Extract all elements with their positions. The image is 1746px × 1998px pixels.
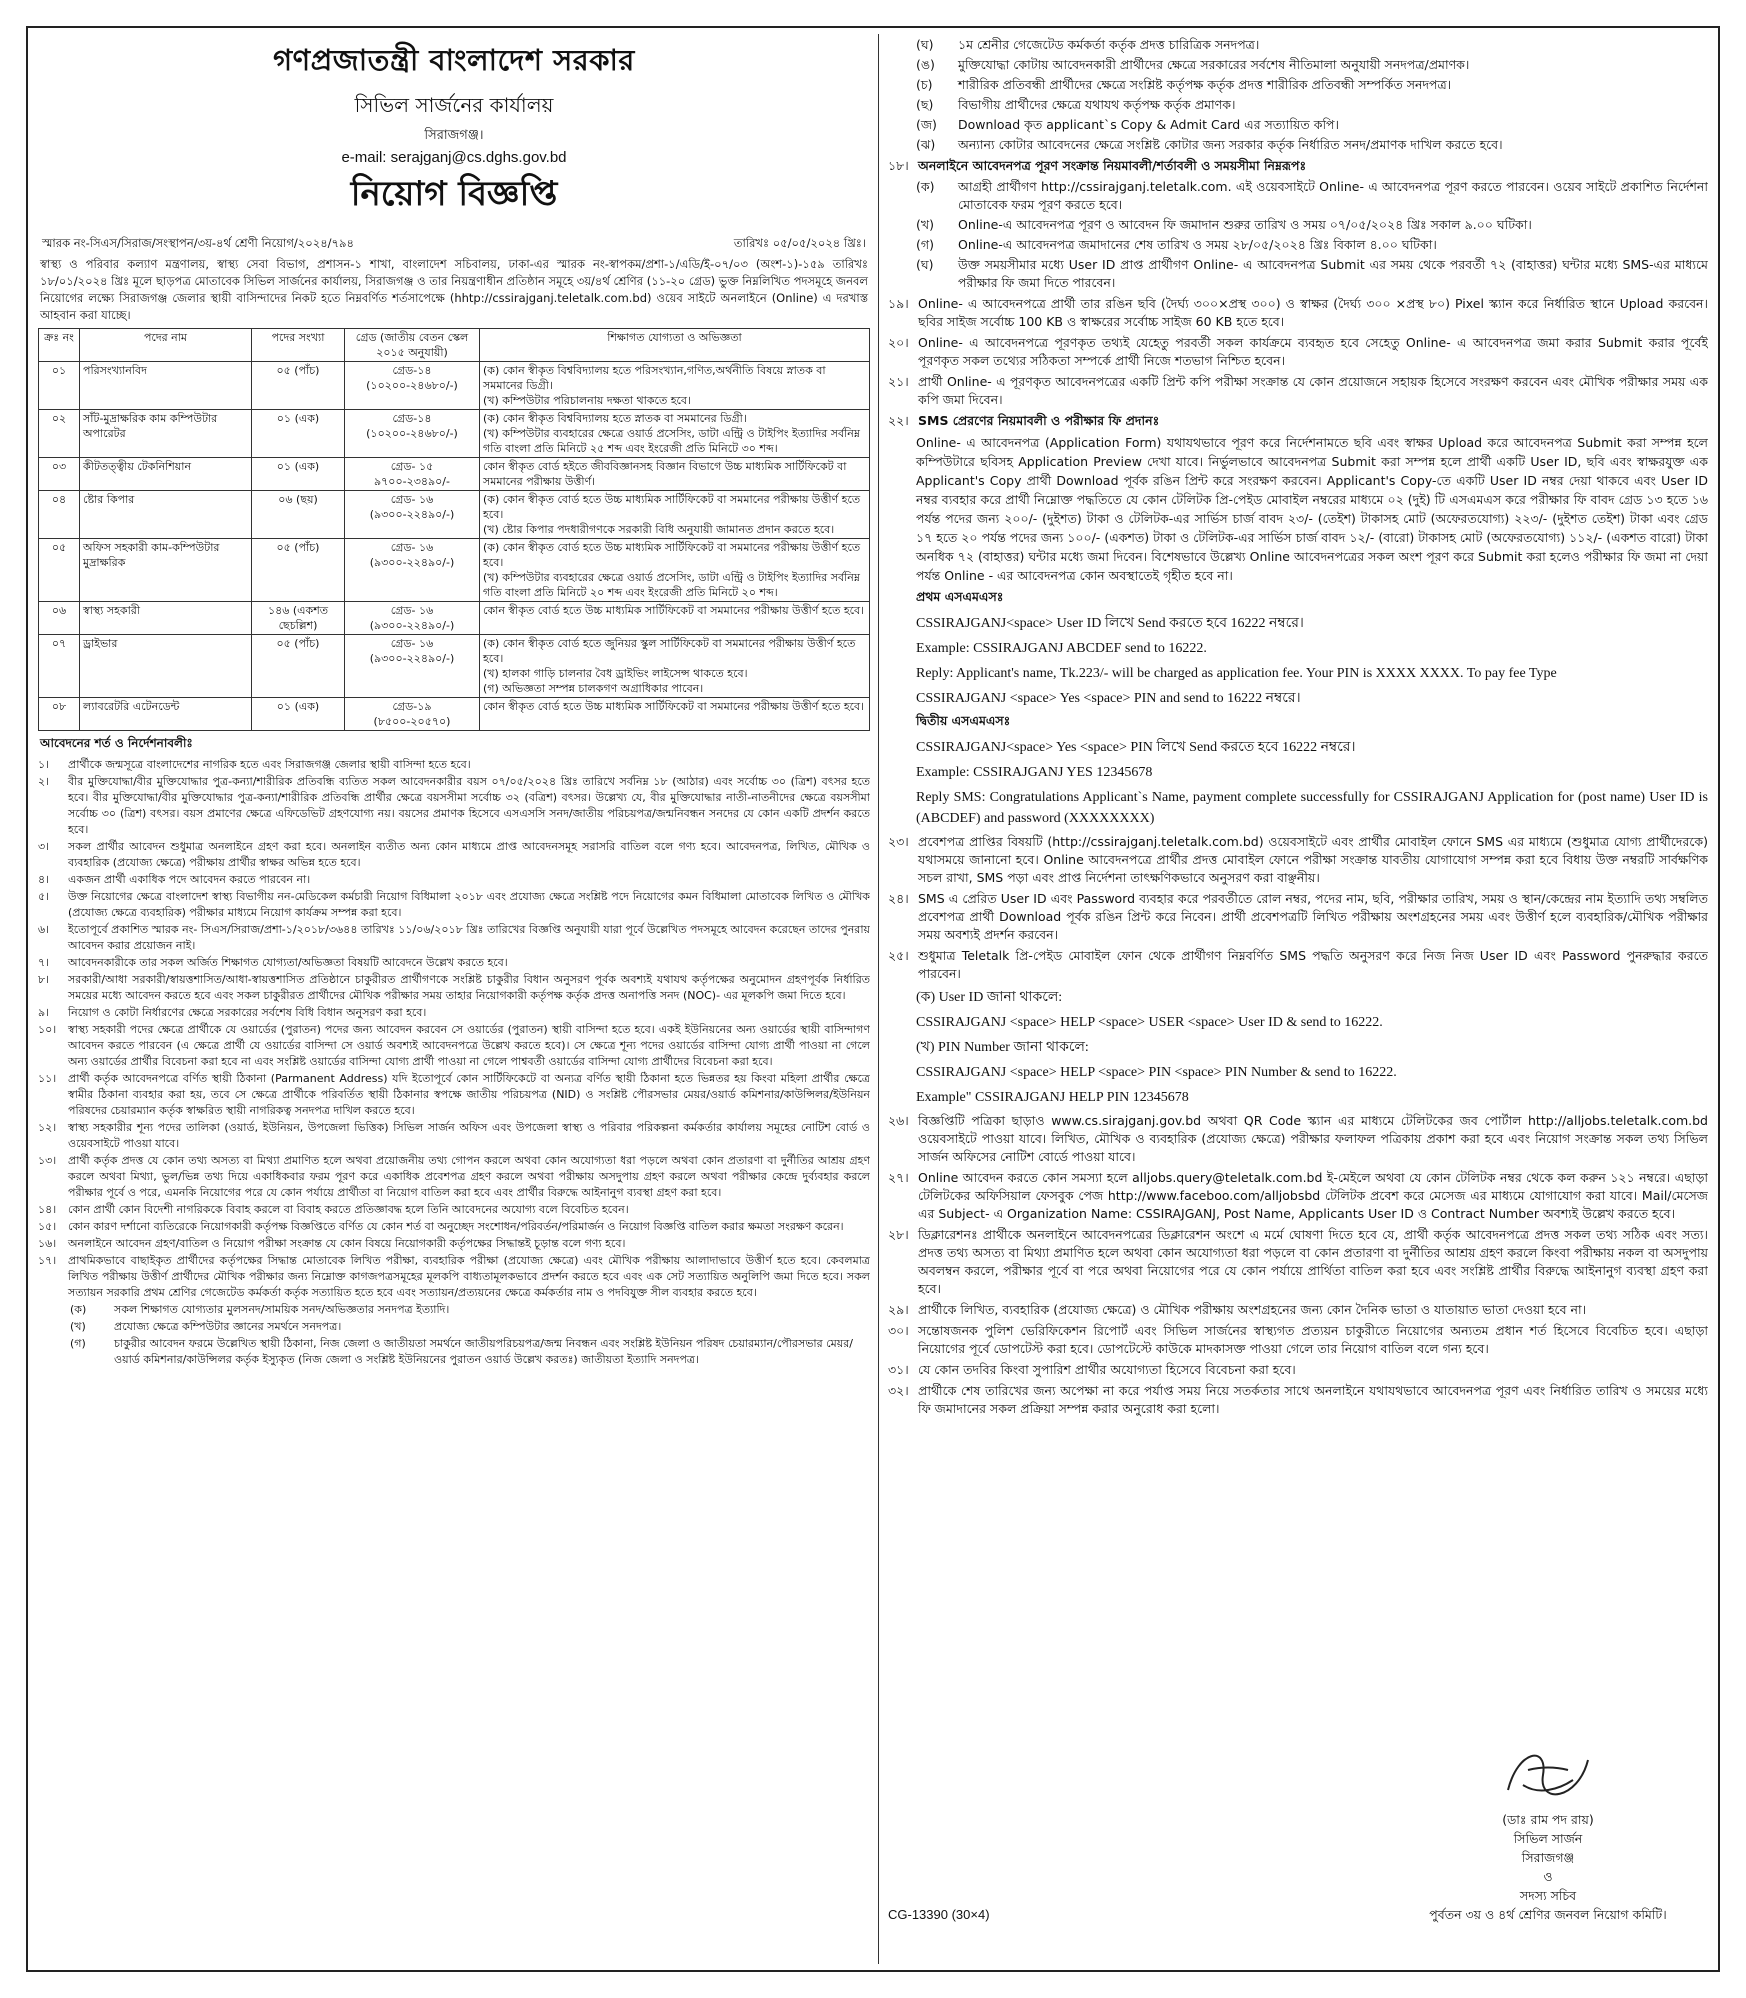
item-text: সরকারী/আধা সরকারী/স্বায়ত্তশাসিত/আধা-স্বায়ত্তশাসিত প্রতিষ্ঠানে চাকুরীরত প্রার্থীগণকে সংশ্লিষ্ট চাকুরীর বিধান অনুসরণ পূর্বক অবশ্যই যথাযথ কর্তৃপক্ষের অনুমোদন গ্রহণপূর্বক নির্ধারিত সময়ের মধ্যে আবেদন করতে হবে এবং সকল চাকুরীরত প্রার্থীদের মৌখিক পরীক্ষার সময় তাহার নিয়োগকারী কর্তৃপক্ষ কর্তৃক প্রদত্ত অনাপত্তি সনদ (NOC)- এর মূলকপি জমা দিতে হবে। <box>68 973 870 1002</box>
item-number: ৩২। <box>888 1383 909 1398</box>
cg-code: CG-13390 (30×4) <box>888 1907 990 1922</box>
condition-subitem <box>70 1319 870 1335</box>
cell-qualification <box>480 698 870 731</box>
item-18-subitem <box>916 216 1708 234</box>
grade-label: গ্রেড-১৪ <box>392 412 432 425</box>
condition-item <box>38 1253 870 1301</box>
qualification-line: (খ) হালকা গাড়ি চালনার বৈধ ড্রাইভিং লাইসেন্স থাকতে হবে। <box>483 667 748 680</box>
pay-scale: (১০২০০-২৪৬৮০/-) <box>366 427 458 440</box>
cell-post: কীটতত্ত্বীয় টেকনিশিয়ান <box>80 458 252 491</box>
item-number: ২৮। <box>888 1227 909 1242</box>
item-text: প্রার্থী Online- এ পূরণকৃত আবেদনপত্রের একটি প্রিন্ট কপি পরীক্ষা সংক্রান্ত যে কোন প্রয়োজনে সহায়ক হিসেবে সংরক্ষণ করবেন এবং মৌখিক পরীক্ষার সময় এক কপি জমা দিবেন। <box>918 374 1708 407</box>
posts-table-header <box>39 329 870 362</box>
item-text: SMS প্রেরণের নিয়মাবলী ও পরীক্ষার ফি প্রদানঃ <box>918 413 1160 428</box>
pay-scale: (৯৩০০-২২৪৯০/-) <box>369 508 455 521</box>
grade-label: গ্রেড- ১৬ <box>390 604 434 617</box>
item-text: একজন প্রার্থী একাধিক পদে আবেদন করতে পারবেন না। <box>68 873 311 886</box>
qualification-line: (গ) অভিজ্ঞতা সম্পন্ন চালকগণ অগ্রাধিকার পাবেন। <box>483 682 704 695</box>
cell-grade <box>345 410 480 458</box>
table-row <box>39 602 870 635</box>
pay-scale: ৯৭০০-২৩৪৯০/- <box>374 475 450 488</box>
item-number: (ক) <box>916 179 935 194</box>
item-number: ২৯। <box>888 1302 909 1317</box>
cell-grade <box>345 362 480 410</box>
item-text: প্রার্থীকে লিখিত, ব্যবহারিক (প্রযোজ্য ক্ষেত্রে) ও মৌখিক পরীক্ষায় অংশগ্রহনের জন্য কোন দৈনিক ভাতা ও যাতায়াত ভাতা দেওয়া হবে না। <box>918 1302 1587 1317</box>
item-text: অন্যান্য কোটার আবেদনের ক্ষেত্রে সংশ্লিষ্ট কোটার জন্য সরকার কর্তৃক নির্ধারিত সনদ/প্রমাণক দাখিল করতে হবে। <box>958 137 1503 152</box>
item-text: স্বাস্থ্য সহকারী পদের ক্ষেত্রে প্রার্থীকে যে ওয়ার্ডের (পুরাতন) পদের জন্য আবেদন করবেন সে ওয়ার্ডের (পুরাতন) স্থায়ী বাসিন্দা হতে হবে। একই ইউনিয়নের অন্য ওয়ার্ডের স্থায়ী বাসিন্দাগণ আবেদন করতে পারবেন (এ ক্ষেত্রে প্রার্থী যে ওয়ার্ডের বাসিন্দা সে ওয়ার্ড অবশ্যই আবেদনপত্রে উল্লেখ করতে হবে)। সে ক্ষেত্রে শূন্য পদের ওয়ার্ডের বাসিন্দা যোগ্য প্রার্থী পাওয়া না গেলে অন্য ওয়ার্ডের প্রার্থীর বিবেচনা করা হবে না এবং সংশ্লিষ্ট ওয়ার্ডের বাসিন্দা যোগ্য প্রার্থী পাওয়া না গেলে পাশ্ববর্তী ওয়ার্ডের বাসিন্দা যোগ্য প্রার্থীদের বিবেচনা করা হবে। <box>68 1023 870 1068</box>
pay-scale: (৯৩০০-২২৪৯০/-) <box>369 619 455 632</box>
table-row <box>39 458 870 491</box>
item-22 <box>888 412 1708 430</box>
office-name: সিভিল সার্জনের কার্যালয় <box>354 93 554 117</box>
cell-count: ০১ (এক) <box>252 458 345 491</box>
document-subitem <box>916 56 1708 74</box>
table-row <box>39 491 870 539</box>
condition-item <box>38 1071 870 1119</box>
item-number: (গ) <box>916 237 934 252</box>
item-number: ১৯। <box>888 296 909 311</box>
notice-page <box>26 26 1720 1972</box>
header-count: পদের সংখ্যা <box>252 329 345 362</box>
item-number: ১৩। <box>38 1154 57 1167</box>
item-text: ১ম শ্রেনীর গেজেটেড কর্মকর্তা কর্তৃক প্রদত্ত চারিত্রিক সনদপত্র। <box>958 37 1260 52</box>
condition-item <box>38 1202 870 1218</box>
item-number: (ক) <box>70 1303 87 1316</box>
condition-item <box>38 774 870 838</box>
first-sms-reply: Reply: Applicant's name, Tk.223/- will be charged as application fee. Your PIN is XXXX XXXX. To pay fee Type <box>916 666 1557 681</box>
cell-count: ০১ (এক) <box>252 698 345 731</box>
pay-scale: (১০২০০-২৪৬৮০/-) <box>366 379 458 392</box>
first-sms-title: প্রথম এসএমএসঃ <box>916 589 1004 604</box>
cell-sl: ০১ <box>39 362 80 410</box>
cell-sl: ০৩ <box>39 458 80 491</box>
document-subitem <box>916 136 1708 154</box>
item-text: সকল শিক্ষাগত যোগ্যতার মুলসনদ/সাময়িক সনদ/অভিজ্ঞতার সনদপত্র ইত্যাদি। <box>114 1303 450 1316</box>
item-number: (খ) <box>70 1320 86 1333</box>
item-number: (ঘ) <box>916 37 934 52</box>
notice-item <box>888 334 1708 370</box>
item-number: ৩। <box>38 840 50 853</box>
item-text: আগ্রহী প্রার্থীগণ http://cssirajganj.teletalk.com. এই ওয়েবসাইটে Online- এ আবেদনপত্র পূরণ করতে পারবেন। ওয়েব সাইটে প্রকাশিত নির্দেশনা মোতাবেক ফরম পূরণ করতে হবে। <box>958 179 1708 212</box>
item-number: ১। <box>38 758 50 771</box>
item-text: Online- এ আবেদনপত্রে প্রার্থী তার রঙিন ছবি (দৈর্ঘ্য ৩০০×প্রস্থ ৩০০) ও স্বাক্ষর (দৈর্ঘ্য ৩০০ ×প্রস্থ ৮০) Pixel স্ক্যান করে নির্ধারিত স্থানে Upload করবেন। ছবির সাইজ সর্বোচ্চ 100 KB ও স্বাক্ষরের সর্বোচ্চ সাইজ 60 KB হতে হবে। <box>918 296 1708 329</box>
cell-post: পরিসংখ্যানবিদ <box>80 362 252 410</box>
item-number: ৫। <box>38 890 50 903</box>
qualification-line: (খ) কম্পিউটার ব্যবহারের ক্ষেত্রে ওয়ার্ড প্রসেসিং, ডাটা এন্ট্রি ও টাইপিং ইত্যাদির সর্বনিম্ন গতি বাংলা প্রতি মিনিটে ২০ শব্দ এবং ইংরেজী প্রতি মিনিটে ২০ শব্দ। <box>483 571 860 599</box>
item-text: প্রার্থী কর্তৃক প্রদত্ত যে কোন তথ্য অসত্য বা মিথ্যা প্রমাণিত হলে অথবা প্রয়োজনীয় তথ্য গোপন করলে অথবা কোন অযোগ্যতা ধরা পড়লে অথবা কোন প্রতারণা বা দুর্নীতির আশ্রয় গ্রহণ করলে অথবা মিথ্যা, ভুল/ভিন্ন তথ্য দিয়ে একাধিকবার ফরম পূরণ করে একাধিক প্রবেশপত্র গ্রহণ করলে অথবা পরীক্ষায় অসদুপায় গ্রহণ করলে অথবা পরীক্ষার কেন্দ্রে দুর্ব্যবহার করলে পরীক্ষার পূর্বে ও পরে, এমনকি নিয়োগের পরে যে কোন পর্যায়ে প্রার্থীতা বা নিয়োগ বাতিল করা হবে এবং প্রার্থীর বিরুদ্ধে আইনানুগ ব্যবস্থা গ্রহণ করা হবে। <box>68 1154 870 1199</box>
item-text: প্রার্থীকে শেষ তারিখের জন্য অপেক্ষা না করে পর্যাপ্ত সময় নিয়ে সতর্কতার সাথে অনলাইনে যথাযথভাবে আবেদনপত্র পূরণ এবং নির্ধারিত তারিখ ও সময়ের মধ্যে ফি জমাদানের সকল প্রক্রিয়া সম্পন্ন করার অনুরোধ করা হলো। <box>918 1383 1708 1416</box>
item-18-subitem <box>916 236 1708 254</box>
item-number: (চ) <box>916 77 933 92</box>
item-number: ৪। <box>38 873 50 886</box>
grade-label: গ্রেড-১৪ <box>392 364 432 377</box>
item-text: সকল প্রার্থীর আবেদন শুধুমাত্র অনলাইনে গ্রহণ করা হবে। অনলাইন ব্যতীত অন্য কোন মাধ্যমে প্রাপ্ত আবেদনসমূহ সরাসরি বাতিল বলে গণ্য হবে। আবেদনপত্র, লিখিত, মৌখিক ও ব্যবহারিক (প্রযোজ্য ক্ষেত্রে) পরীক্ষায় প্রার্থীর স্বাক্ষর অভিন্ন হতে হবে। <box>68 840 870 869</box>
notice-item <box>888 890 1708 944</box>
notice-item <box>888 1361 1708 1379</box>
item-text: বিভাগীয় প্রার্থীদের ক্ষেত্রে যথাযথ কর্তৃপক্ষ কর্তৃক প্রমাণক। <box>958 97 1236 112</box>
qualification-line: (ক) কোন স্বীকৃত বিশ্ববিদ্যালয় হতে পরিসংখ্যান,গণিত,অর্থনীতি বিষয়ে স্নাতক বা সমমানের ডিগ্রী। <box>483 364 826 392</box>
item-number: ১৭। <box>38 1254 57 1267</box>
item-number: ২০। <box>888 335 909 350</box>
intro-paragraph: স্বাস্থ্য ও পরিবার কল্যাণ মন্ত্রণালয়, স্বাস্থ্য সেবা বিভাগ, প্রশাসন-১ শাখা, বাংলাদেশ সচিবালয়, ঢাকা-এর স্মারক নং-স্বাপকম/প্রশা-১/এডি/ই-০৭/০৩ (অংশ-১)-১৫৯ তারিখঃ ১৮/০১/২০২৪ খ্রিঃ মূলে ছাড়পত্র মোতাবেক সিভিল সার্জনের কার্যালয়, সিরাজগঞ্জ ও তার নিয়ন্ত্রণাধীন প্রতিষ্ঠান সমূহে ৩য়/৪র্থ শ্রেণির (১১-২০ গ্রেড) ভুক্ত নিম্নলিখিত পদসমূহে জনবল নিয়োগের লক্ষ্যে সিরাজগঞ্জ জেলার স্থায়ী বাসিন্দাদের নিকট হতে নিম্নবর্ণিত শর্তসাপেক্ষে (hhtp://cssirajganj.teletalk.com.bd) ওয়েব সাইটে অনলাইনে (Online) এ দরখাস্ত আহবান করা যাচ্ছে। <box>40 257 868 322</box>
signatory-designation: সিভিল সার্জন <box>1513 1831 1583 1846</box>
pay-scale: (৯৩০০-২২৪৯০/-) <box>369 652 455 665</box>
item-18-subitem <box>916 178 1708 214</box>
item-number: ১৫। <box>38 1220 57 1233</box>
memo-ref: স্মারক নং-সিএস/সিরাজ/সংস্থাপন/৩য়-৪র্থ শ্রেণী নিয়োগ/২০২৪/৭৯৪ <box>42 236 354 250</box>
signatory-place: সিরাজগঞ্জ <box>1521 1850 1575 1865</box>
item-18 <box>888 157 1708 175</box>
condition-subitem <box>70 1302 870 1318</box>
signatory-committee: পুর্বতন ৩য় ও ৪র্থ শ্রেণির জনবল নিয়োগ কমিটি। <box>1429 1907 1667 1922</box>
item-text: Download কৃত applicant`s Copy & Admit Card এর সত্যায়িত কপি। <box>958 117 1339 132</box>
header-post: পদের নাম <box>80 329 252 362</box>
grade-label: গ্রেড- ১৬ <box>390 541 434 554</box>
item-text: অনলাইনে আবেদন গ্রহণ/বাতিল ও নিয়োগ পরীক্ষা সংক্রান্ত যে কোন বিষয়ে নিয়োগকারী কর্তৃপক্ষের সিদ্ধান্তই চূড়ান্ত বলে গণ্য হবে। <box>68 1237 626 1250</box>
item-number: ২২। <box>888 413 909 428</box>
item-number: ৩০। <box>888 1323 909 1338</box>
item-number: ৬। <box>38 923 50 936</box>
item-text: শুধুমাত্র Teletalk প্রি-পেইড মোবাইল ফোন থেকে প্রার্থীগণ নিম্নবর্ণিত SMS পদ্ধতি অনুসরণ করে নিজ নিজ User ID এবং Password পুনরুদ্ধার করতে পারবেন। <box>918 948 1708 981</box>
right-column <box>888 34 1708 1964</box>
item-text: Online-এ আবেদনপত্র পূরণ ও আবেদন ফি জমাদান শুরুর তারিখ ও সময় ০৭/০৫/২০২৪ খ্রিঃ সকাল ৯.০০ ঘটিকা। <box>958 217 1532 232</box>
notice-item <box>888 1169 1708 1223</box>
condition-item <box>38 1022 870 1070</box>
item-number: ২১। <box>888 374 909 389</box>
item-18-subitem <box>916 256 1708 292</box>
item-number: ২। <box>38 775 50 788</box>
qualification-line: (খ) কম্পিউটার পরিচালনায় দক্ষতা থাকতে হবে। <box>483 394 691 407</box>
condition-item <box>38 1219 870 1235</box>
items-23-25 <box>888 833 1708 983</box>
item-text: যে কোন তদবির কিংবা সুপারিশ প্রার্থীর অযোগ্যতা হিসেবে বিবেচনা করা হবে। <box>918 1362 1296 1377</box>
item-text: বীর মুক্তিযোদ্ধা/বীর মুক্তিযোদ্ধার পুত্র-কন্যা/শারীরিক প্রতিবন্ধি ব্যতিত সকল আবেদনকারীর বয়স ০৭/০৫/২০২৪ খ্রিঃ তারিখে সর্বনিম্ন ১৮ (আঠার) এবং সর্বোচ্চ ৩০ (ত্রিশ) বৎসর হতে হবে। বীর মুক্তিযোদ্ধা/বীর মুক্তিযোদ্ধার পুত্র-কন্যা/শারীরিক প্রতিবন্ধি প্রার্থীর ক্ষেত্রে বয়সসীমা সর্বোচ্চ ৩২ (বত্রিশ) বৎসর। উল্লেখ্য যে, বীর মুক্তিযোদ্ধার নাতী-নাতনীদের ক্ষেত্রে বয়সসীমা সর্বোচ্চ ৩০ (ত্রিশ) বৎসর। বয়স প্রমাণের ক্ষেত্রে এফিডেভিট গ্রহণযোগ্য নয়। বয়সের প্রমাণক হিসেবে এসএসসি সনদ/জাতীয় পরিচয়পত্র/জন্মনিবন্ধন সনদের যে কোন একটি প্রদর্শন করতে হবে। <box>68 775 870 836</box>
cell-sl: ০৪ <box>39 491 80 539</box>
condition-item <box>38 1005 870 1021</box>
item-text: প্রযোজ্য ক্ষেত্রে কম্পিউটার জ্ঞানের সমর্থনে সনদপত্র। <box>114 1320 342 1333</box>
item-text: স্বাস্থ্য সহকারীর শূন্য পদের তালিকা (ওয়ার্ড, ইউনিয়ন, উপজেলা ভিত্তিক) সিভিল সার্জন অফিস এবং উপজেলা স্বাস্থ্য ও পরিবার পরিকল্পনা কর্মকর্তার কার্যালয় সমূহের নোটিশ বোর্ড ও ওয়েবসাইটে পাওয়া যাবে। <box>68 1121 870 1150</box>
table-row <box>39 539 870 602</box>
second-sms-title: দ্বিতীয় এসএমএসঃ <box>916 713 1011 728</box>
item-number: ২৬। <box>888 1113 909 1128</box>
item-number: ১৬। <box>38 1237 57 1250</box>
notice-item <box>888 1226 1708 1298</box>
item-number: (গ) <box>70 1337 86 1350</box>
item-number: (ঘ) <box>916 257 934 272</box>
table-row <box>39 362 870 410</box>
item-number: ১২। <box>38 1121 57 1134</box>
office-email: e-mail: serajganj@cs.dghs.gov.bd <box>341 149 567 166</box>
recover-userid-line: CSSIRAJGANJ <space> HELP <space> USER <space> User ID & send to 16222. <box>916 1015 1383 1030</box>
first-sms-line: CSSIRAJGANJ<space> User ID লিখে Send করতে হবে 16222 নম্বরে। <box>916 616 1304 631</box>
item-text: কোন কারণ দর্শানো ব্যতিরেকে নিয়োগকারী কর্তৃপক্ষ বিজ্ঞপ্তিতে বর্ণিত যে কোন শর্ত বা অনুচ্ছেদ সংশোধন/পরিবর্তন/পরিমার্জন ও নিয়োগ বিজ্ঞপ্তি বাতিল করার ক্ষমতা সংরক্ষণ করেন। <box>68 1220 844 1233</box>
cell-qualification <box>480 458 870 491</box>
document-subitem <box>916 76 1708 94</box>
cell-post: স্বাস্থ্য সহকারী <box>80 602 252 635</box>
cell-grade <box>345 491 480 539</box>
item-text: ডিক্লারেশনঃ প্রার্থীকে অনলাইনে আবেদনপত্রের ডিক্লারেশন অংশে এ মর্মে ঘোষণা দিতে হবে যে, প্রার্থী কর্তৃক আবেদনপত্রে প্রদত্ত সকল তথ্য সঠিক এবং সত্য। প্রদত্ত তথ্য অসত্য বা মিথ্যা প্রমাণিত হলে অথবা কোন অযোগ্যতা ধরা পড়লে বা কোন প্রতারণা বা দুর্নীতির আশ্রয় গ্রহণ করলে কিংবা পরীক্ষায় নকল বা অসদুপায় অবলম্বন করলে, পরীক্ষার পূর্বে বা পরে অথবা নিয়োগের পরে যে কোন পর্যায়ে প্রার্থিতা বাতিল করা হবে এবং সংশ্লিষ্ট প্রার্থীর বিরুদ্ধে আইনানুগ ব্যবস্থা গ্রহণ করা হবে। <box>918 1227 1708 1296</box>
recover-pin-example: Example" CSSIRAJGANJ HELP PIN 12345678 <box>916 1090 1189 1105</box>
cell-count: ০৫ (পাঁচ) <box>252 362 345 410</box>
table-row <box>39 410 870 458</box>
cell-grade <box>345 602 480 635</box>
grade-label: গ্রেড-১৯ <box>392 700 432 713</box>
condition-item <box>38 955 870 971</box>
cell-count: ১৪৬ (একশত ছেচল্লিশ) <box>252 602 345 635</box>
item-number: (ঙ) <box>916 57 935 72</box>
item-text: প্রবেশপত্র প্রাপ্তির বিষয়টি (http://cssirajganj.teletalk.com.bd) ওয়েবসাইটে এবং প্রার্থীর মোবাইল ফোনে SMS এর মাধ্যমে (শুধুমাত্র যোগ্য প্রার্থীদেরকে) যথাসময়ে জানানো হবে। Online আবেদনপত্রে প্রার্থীর প্রদত্ত মোবাইল ফোনে পরীক্ষা সংক্রান্ত যাবতীয় যোগাযোগ সম্পন্ন করা হবে বিধায় উক্ত নম্বরটি সার্বক্ষণিক সচল রাখা, SMS পড়া এবং প্রাপ্ত নির্দেশনা তাৎক্ষণিকভাবে অনুসরণ করা বাঞ্ছনীয়। <box>918 834 1708 885</box>
qualification-line: কোন স্বীকৃত বোর্ড হইতে জীববিজ্ঞানসহ বিজ্ঞান বিভাগে উচ্চ মাধ্যমিক সার্টিফিকেট বা সমমানের পরীক্ষায় উত্তীর্ণ। <box>483 460 847 488</box>
item-number: ২৭। <box>888 1170 909 1185</box>
condition-item <box>38 1236 870 1252</box>
signatory-role: সদস্য সচিব <box>1519 1888 1577 1903</box>
notice-item <box>888 1301 1708 1319</box>
item-text: Online আবেদন করতে কোন সমস্যা হলে alljobs.query@teletalk.com.bd ই-মেইলে অথবা যে কোন টেলিটক নম্বর থেকে কল করুন ১২১ নম্বরে। এছাড়া টেলিটকের অফিসিয়াল ফেসবুক পেজ http://www.faceboo.com/alljobsbd টেলিটক প্রবেশ করে মেসেজ এর মাধ্যমে যোগাযোগ করা যাবে। Mail/মেসেজ এর Subject- এ Organization Name: CSSIRAJGANJ, Post Name, Applicants User ID ও Contract Number অবশ্যই উল্লেখ করতে হবে। <box>918 1170 1708 1221</box>
notice-item <box>888 373 1708 409</box>
cell-grade <box>345 458 480 491</box>
first-sms-type: CSSIRAJGANJ <space> Yes <space> PIN and send to 16222 নম্বরে। <box>916 691 1301 706</box>
notice-item <box>888 833 1708 887</box>
item-number: ৮। <box>38 973 50 986</box>
cell-grade <box>345 539 480 602</box>
signatory-name: (ডাঃ রাম পদ রায়) <box>1502 1812 1594 1827</box>
cell-count: ০৫ (পাঁচ) <box>252 539 345 602</box>
qualification-line: (ক) কোন স্বীকৃত বোর্ড হতে উচ্চ মাধ্যমিক সার্টিফিকেট বা সমমানের পরীক্ষায় উত্তীর্ণ হতে হবে। <box>483 493 861 521</box>
cell-qualification <box>480 362 870 410</box>
cell-count: ০৬ (ছয়) <box>252 491 345 539</box>
item-text: প্রাথমিকভাবে বাছাইকৃত প্রার্থীদের কর্তৃপক্ষের সিদ্ধান্ত মোতাবেক লিখিত পরীক্ষা, ব্যবহারিক পরীক্ষা (প্রযোজ্য ক্ষেত্রে) এবং মৌখিক পরীক্ষায় আলাদাভাবে উত্তীর্ণ হতে হবে। কেবলমাত্র লিখিত পরীক্ষায় উত্তীর্ণ প্রার্থীদের মৌখিক পরীক্ষার জন্য নিম্নোক্ত কাগজপত্রসমূহের মূলকপি বাধ্যতামূলকভাবে প্রদর্শন করতে হবে এবং এক সেট সত্যায়িত অনুলিপি জমা দিতে হবে। সকল সত্যায়ন সরকারি প্রথম শ্রেণির গেজেটেড কর্মকর্তা কর্তৃক সত্যায়িত হতে হবে এবং সত্যায়ন/প্রত্যয়নের ক্ষেত্রে কর্মকর্তার নাম ও পদবিযুক্ত সীল ব্যবহার করতে হবে। <box>68 1254 870 1299</box>
cell-sl: ০৫ <box>39 539 80 602</box>
item-18-sublist <box>888 178 1708 292</box>
cell-sl: ০৮ <box>39 698 80 731</box>
table-row <box>39 635 870 698</box>
item-number: ১০। <box>38 1023 57 1036</box>
item-number: ১৮। <box>888 158 909 173</box>
office-place: সিরাজগঞ্জ। <box>424 128 484 143</box>
item-number: ৩১। <box>888 1362 909 1377</box>
cell-qualification <box>480 410 870 458</box>
condition-item <box>38 1153 870 1201</box>
header-grade: গ্রেড (জাতীয় বেতন স্কেল ২০১৫ অনুযায়ী) <box>345 329 480 362</box>
notice-item <box>888 947 1708 983</box>
item-number: ২৫। <box>888 948 909 963</box>
item-text: আবেদনকারীকে তার সকল অর্জিত শিক্ষাগত যোগ্যতা/অভিজ্ঞতা বিষয়টি আবেদনে উল্লেখ করতে হবে। <box>68 956 508 969</box>
recover-userid-title: (ক) User ID জানা থাকলে: <box>916 990 1063 1005</box>
cell-post: ষ্টোর কিপার <box>80 491 252 539</box>
item-text: শারীরিক প্রতিবন্ধী প্রার্থীদের ক্ষেত্রে সংশ্লিষ্ট কর্তৃপক্ষ কর্তৃক প্রদত্ত শারীরিক প্রতিবন্ধী সম্পর্কিত সনদপত্র। <box>958 77 1452 92</box>
item-text: সন্তোষজনক পুলিশ ভেরিফিকেশন রিপোর্ট এবং সিভিল সার্জনের স্বাস্থ্যগত প্রত্যয়ন চাকুরীতে নিয়োগের অন্যতম প্রধান শর্ত হিসেবে বিবেচিত হবে। এছাড়া নিয়োগের পূর্বে ডোপটেস্ট করা হবে। ডোপটেস্টে কাউকে মাদকাসক্ত পাওয়া গেলে তার নিয়োগ বাতিল বলে গন্য হবে। <box>918 1323 1708 1356</box>
qualification-line: (খ) কম্পিউটার ব্যবহারের ক্ষেত্রে ওয়ার্ড প্রসেসিং, ডাটা এন্ট্রি ও টাইপিং ইত্যাদির সর্বনিম্ন গতি বাংলা প্রতি মিনিটে ২৫ শব্দ এবং ইংরেজী প্রতি মিনিটে ৩০ শব্দ। <box>483 427 860 455</box>
item-number: ১১। <box>38 1072 57 1085</box>
document-subitem <box>916 36 1708 54</box>
notice-item <box>888 1382 1708 1418</box>
item-number: (জ) <box>916 117 937 132</box>
condition-subitem <box>70 1336 870 1368</box>
condition-item <box>38 972 870 1004</box>
cell-post: ড্রাইভার <box>80 635 252 698</box>
item-text: মুক্তিযোদ্ধা কোটায় আবেদনকারী প্রার্থীদের ক্ষেত্রে সরকারের সর্বশেষ নীতিমালা অনুযায়ী সনদপত্র/প্রমাণক। <box>958 57 1470 72</box>
item-number: ১৪। <box>38 1203 57 1216</box>
cell-count: ০১ (এক) <box>252 410 345 458</box>
cell-sl: ০৭ <box>39 635 80 698</box>
item-text: বিজ্ঞপ্তিটি পত্রিকা ছাড়াও www.cs.sirajganj.gov.bd অথবা QR Code স্ক্যান এর মাধ্যমে টেলিটকের জব পোর্টাল http://alljobs.teletalk.com.bd ওয়েবসাইটে পাওয়া যাবে। লিখিত, মৌখিক ও ব্যবহারিক (প্রযোজ্য ক্ষেত্রে) পরীক্ষার ফলাফল পত্রিকায় প্রকাশ করা হবে এবং নিয়োগ সংক্রান্ত সকল তথ্য সিভিল সার্জন অফিসের নোটিশ বোর্ডে পাওয়া যাবে। <box>918 1113 1708 1164</box>
cell-qualification <box>480 539 870 602</box>
item-text: কোন প্রার্থী কোন বিদেশী নাগরিককে বিবাহ করলে বা বিবাহ করতে প্রতিজ্ঞাবদ্ধ হলে তিনি আবেদনের অযোগ্য বলে বিবেচিত হবেন। <box>68 1203 629 1216</box>
memo-date: তারিখঃ ০৫/০৫/২০২৪ খ্রিঃ। <box>733 236 866 250</box>
item-text: SMS এ প্রেরিত User ID এবং Password ব্যবহার করে পরবর্তীতে রোল নম্বর, পদের নাম, ছবি, পরীক্ষার তারিখ, সময় ও স্থান/কেন্দ্রের নাম ইত্যাদি তথ্য সম্বলিত প্রবেশপত্র প্রার্থী Download পূর্বক রঙিন প্রিন্ট করে নিবেন। প্রার্থী প্রবেশপত্রটি লিখিত পরীক্ষায় অংশগ্রহনের সময় এবং উত্তীর্ণ হলে ব্যবহারিক/মৌখিক পরীক্ষার সময় অবশ্যই প্রদর্শন করবেন। <box>918 891 1708 942</box>
pay-scale: (৮৫০০-২০৫৭০) <box>373 715 451 728</box>
cell-qualification <box>480 602 870 635</box>
documents-sublist <box>888 36 1708 154</box>
qualification-line: কোন স্বীকৃত বোর্ড হতে উচ্চ মাধ্যমিক সার্টিফিকেট বা সমমানের পরীক্ষায় উত্তীর্ণ হতে হবে। <box>483 700 865 713</box>
cell-post: ল্যাবরেটরি এটেনডেন্ট <box>80 698 252 731</box>
item-number: (ঝ) <box>916 137 936 152</box>
condition-item <box>38 872 870 888</box>
notice-title: নিয়োগ বিজ্ঞপ্তি <box>350 174 558 214</box>
letterhead <box>38 38 870 225</box>
signature-scribble <box>1428 1740 1668 1810</box>
posts-table-body <box>39 362 870 731</box>
qualification-line: (খ) ষ্টোর কিপার পদধারীগণকে সরকারী বিধি অনুযায়ী জামানত প্রদান করতে হবে। <box>483 523 835 536</box>
pay-scale: (৯৩০০-২২৪৯০/-) <box>369 556 455 569</box>
item-number: (ছ) <box>916 97 934 112</box>
document-subitem <box>916 116 1708 134</box>
condition-item <box>38 889 870 921</box>
second-sms-reply: Reply SMS: Congratulations Applicant`s Name, payment complete successfully for CSSIRAJGANJ Application for (post name) User ID is (ABCDEF) and password (XXXXXXXX) <box>916 790 1708 826</box>
grade-label: গ্রেড- ১৬ <box>390 493 434 506</box>
cell-count: ০৫ (পাঁচ) <box>252 635 345 698</box>
item-text: নিয়োগ ও কোটা নির্ধারণের ক্ষেত্রে সরকারের সর্বশেষ বিধি বিধান অনুসরণ করা হবে। <box>68 1006 427 1019</box>
document-subitem <box>916 96 1708 114</box>
item-text: চাকুরীর আবেদন ফরমে উল্লেখিত স্থায়ী ঠিকানা, নিজ জেলা ও জাতীয়তা সমর্থনে জাতীয়পরিচয়পত্র/জন্ম নিবন্ধন এবং সংশ্লিষ্ট ইউনিয়ন পরিষদ চেয়ারম্যান/পৌরসভার মেয়র/ওয়ার্ড কমিশনার/কাউন্সিলর কর্তৃক ইস্যুকৃত (নিজ জেলা ও সংশ্লিষ্ট ইউনিয়নের পুরাতন ওয়ার্ড উল্লেখ করতঃ) জাতীয়তা ইত্যাদি সনদপত্র। <box>114 1337 853 1366</box>
qualification-line: (ক) কোন স্বীকৃত বোর্ড হতে জুনিয়র স্কুল সার্টিফিকেট বা সমমানের পরীক্ষায় উত্তীর্ণ হতে হবে। <box>483 637 856 665</box>
recover-pin-line: CSSIRAJGANJ <space> HELP <space> PIN <space> PIN Number & send to 16222. <box>916 1065 1397 1080</box>
second-sms-example: Example: CSSIRAJGANJ YES 12345678 <box>916 765 1153 780</box>
item-text: Online- এ আবেদনপত্রে পূরণকৃত তথ্যই যেহেতু পরবর্তী সকল কার্যক্রমে ব্যবহৃত হবে সেহেতু Online- এ আবেদনপত্র জমা করার Submit করার পূর্বেই পূরণকৃত সকল তথ্যের সঠিকতা সম্পর্কে প্রার্থী নিজে শতভাগ নিশ্চিত হবেন। <box>918 335 1708 368</box>
table-row <box>39 698 870 731</box>
cell-grade <box>345 635 480 698</box>
header-qualification: শিক্ষাগত যোগ্যতা ও অভিজ্ঞতা <box>480 329 870 362</box>
cell-post: অফিস সহকারী কাম-কম্পিউটার মুদ্রাক্ষরিক <box>80 539 252 602</box>
cell-qualification <box>480 635 870 698</box>
memo-line <box>38 235 870 254</box>
cell-sl: ০২ <box>39 410 80 458</box>
notice-item <box>888 1322 1708 1358</box>
item-number: (খ) <box>916 217 934 232</box>
item-number: ২৪। <box>888 891 909 906</box>
item-text: উক্ত সময়সীমার মধ্যে User ID প্রাপ্ত প্রার্থীগণ Online- এ আবেদনপত্র Submit এর সময় থেকে পরবর্তী ৭২ (বাহাত্তর) ঘন্টার মধ্যে SMS-এর মাধ্যমে পরীক্ষার ফি জমা দিতে পারবেন। <box>958 257 1708 290</box>
cell-sl: ০৬ <box>39 602 80 635</box>
condition-17-sublist <box>38 1302 870 1368</box>
item-text: অনলাইনে আবেদনপত্র পূরণ সংক্রান্ত নিয়মাবলী/শর্তাবলী ও সময়সীমা নিম্নরূপঃ <box>918 158 1307 173</box>
grade-label: গ্রেড- ১৫ <box>390 460 434 473</box>
items-26-32 <box>888 1112 1708 1418</box>
condition-item <box>38 839 870 871</box>
recover-pin-title: (খ) PIN Number জানা থাকলে: <box>916 1040 1089 1055</box>
qualification-line: কোন স্বীকৃত বোর্ড হতে উচ্চ মাধ্যমিক সার্টিফিকেট বা সমমানের পরীক্ষায় উত্তীর্ণ হতে হবে। <box>483 604 865 617</box>
qualification-line: (ক) কোন স্বীকৃত বিশ্ববিদ্যালয় হতে স্নাতক বা সমমানের ডিগ্রী। <box>483 412 747 425</box>
items-19-21 <box>888 295 1708 409</box>
government-name: গণপ্রজাতন্ত্রী বাংলাদেশ সরকার <box>273 43 635 77</box>
item-text: প্রার্থীকে জন্মসূত্রে বাংলাদেশের নাগরিক হতে এবং সিরাজগঞ্জ জেলার স্থায়ী বাসিন্দা হতে হবে। <box>68 758 471 771</box>
item-text: প্রার্থী কর্তৃক আবেদনপত্রে বর্ণিত স্থায়ী ঠিকানা (Parmanent Address) যদি ইতোপূর্বে কোন সার্টিফিকেটে বা অন্যত্র বর্ণিত স্থায়ী ঠিকানা হতে ভিন্নতর হয় কিংবা মহিলা প্রার্থীর ক্ষেত্রে স্বামীর ঠিকানা ব্যবহার করা হয়, তবে সে ক্ষেত্রে প্রার্থীকে পরিবর্তিত স্থায়ী ঠিকানার স্বপক্ষে জাতীয় পরিচয়পত্র (NID) ও সংশ্লিষ্ট পৌরসভার মেয়র/ওয়ার্ড কমিশনার/কাউন্সিলর/ইউনিয়ন পরিষদের চেয়ারম্যান কর্তৃক স্বাক্ষরিত স্থায়ী নাগরিকত্ব সনদপত্র দাখিল করতে হবে। <box>68 1072 870 1117</box>
posts-table <box>38 328 870 731</box>
signature-block <box>1428 1740 1668 1924</box>
sms-instructions: Online- এ আবেদনপত্র (Application Form) যথাযথভাবে পূরণ করে নির্দেশনামতে ছবি এবং স্বাক্ষর Upload করে আবেদনপত্র Submit করা সম্পন্ন হলে কম্পিউটারে ছবিসহ Application Preview দেখা যাবে। নির্ভুলভাবে আবেদনপত্র Submit করা সম্পন্ন হলে প্রার্থী একটি User ID, ছবি এবং স্বাক্ষরযুক্ত এক Applicant's Copy প্রার্থী Download পূর্বক রঙিন প্রিন্ট করে সংরক্ষণ করবেন। Applicant's Copy-তে একটি User ID নম্বর দেয়া থাকবে এবং User ID নম্বর ব্যবহার করে প্রার্থী নিম্নোক্ত পদ্ধতিতে যে কোন টেলিটক প্রি-পেইড মোবাইল নম্বরের মাধ্যমে ০২ (দুই) টি এসএমএস করে পরীক্ষার ফি বাবদ গ্রেড ১৩ হতে ১৬ পর্যন্ত পদের জন্য ২০০/- (দুইশত) টাকা ও টেলিটক-এর সার্ভিস চার্জ বাবদ ২৩/- (তেইশ) টাকাসহ মোট (অফেরতযোগ্য) ২২৩/- (দুইশত তেইশ) টাকা এবং গ্রেড ১৭ হতে ২০ পর্যন্ত পদের জন্য ১০০/- (একশত) টাকা ও টেলিটক-এর সার্ভিস চার্জ বাবদ ১২/- (বারো) টাকাসহ মোট (অফেরতযোগ্য) ১১২/- (একশত বারো) টাকা অনধিক ৭২ (বাহাত্তর) ঘন্টার মধ্যে জমা দিবেন। বিশেষভাবে উল্লেখ্য Online আবেদনপত্রের সকল অংশ পূরণ করে Submit করা হলেও পরীক্ষার ফি জমা না দেয়া পর্যন্ত Online - এর আবেদনপত্র কোন অবস্থাতেই গৃহীত হবে না। <box>916 435 1708 583</box>
left-column <box>38 34 870 1964</box>
item-number: ২৩। <box>888 834 909 849</box>
condition-item <box>38 1120 870 1152</box>
cell-post: সাঁট-মুদ্রাক্ষরিক কাম কম্পিউটার অপারেটর <box>80 410 252 458</box>
conditions-title: আবেদনের শর্ত ও নির্দেশনাবলীঃ <box>40 736 193 750</box>
column-divider <box>878 34 879 1964</box>
conditions-list <box>38 757 870 1301</box>
first-sms-example: Example: CSSIRAJGANJ ABCDEF send to 16222. <box>916 641 1207 656</box>
item-number: ৯। <box>38 1006 50 1019</box>
header-sl: ক্রঃ নং <box>39 329 80 362</box>
item-text: Online-এ আবেদনপত্র জমাদানের শেষ তারিখ ও সময় ২৮/০৫/২০২৪ খ্রিঃ বিকাল ৪.০০ ঘটিকা। <box>958 237 1437 252</box>
second-sms-line: CSSIRAJGANJ<space> Yes <space> PIN লিখে Send করতে হবে 16222 নম্বরে। <box>916 740 1356 755</box>
signatory-and: ও <box>1543 1869 1553 1884</box>
cell-qualification <box>480 491 870 539</box>
condition-item <box>38 757 870 773</box>
item-text: ইতোপূর্বে প্রকাশিত স্মারক নং- সিএস/সিরাজ/প্রশা-১/২০১৮/৩৬৪৪ তারিখঃ ১১/০৬/২০১৮ খ্রিঃ তারিখের বিজ্ঞপ্তি অনুযায়ী যারা পূর্বে উল্লেখিত পদসমূহে আবেদন করেছেন তাদের পুনরায় আবেদন করার প্রয়োজন নাই। <box>68 923 870 952</box>
notice-item <box>888 1112 1708 1166</box>
item-number: ৭। <box>38 956 50 969</box>
grade-label: গ্রেড- ১৬ <box>390 637 434 650</box>
cell-grade <box>345 698 480 731</box>
qualification-line: (ক) কোন স্বীকৃত বোর্ড হতে উচ্চ মাধ্যমিক সার্টিফিকেট বা সমমানের পরীক্ষায় উত্তীর্ণ হতে হবে। <box>483 541 861 569</box>
condition-item <box>38 922 870 954</box>
item-text: উক্ত নিয়োগের ক্ষেত্রে বাংলাদেশ স্বাস্থ্য বিভাগীয় নন-মেডিকেল কর্মচারী নিয়োগ বিধিমালা ২০১৮ এবং প্রযোজ্য ক্ষেত্রে সংশ্লিষ্ট পদে নিয়োগের কমন বিধিমালা মোতাবেক লিখিত ও মৌখিক (প্রযোজ্য ক্ষেত্রে ব্যবহারিক) পরীক্ষার মাধ্যমে নিয়োগ কার্যক্রম সম্পন্ন করা হবে। <box>68 890 870 919</box>
notice-item <box>888 295 1708 331</box>
